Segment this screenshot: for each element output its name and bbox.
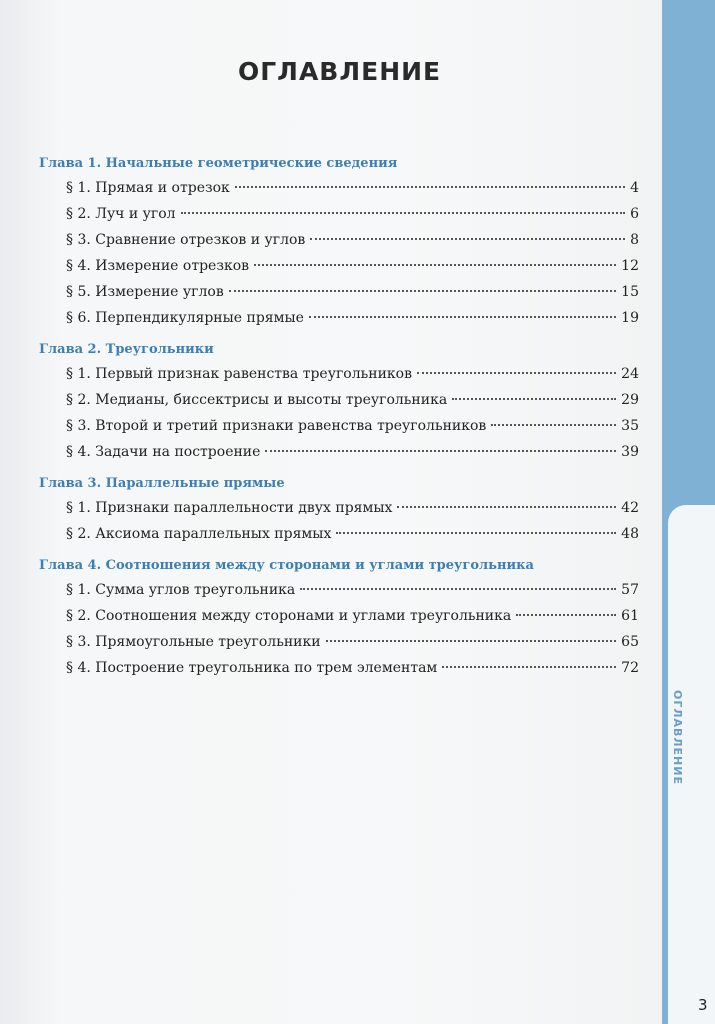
toc-entry: [39, 495, 639, 521]
toc-entry-label: § 3. Сравнение отрезков и углов: [66, 232, 306, 248]
toc-entry-label: § 1. Признаки параллельности двух прямых: [66, 500, 393, 516]
toc-entry: [39, 629, 639, 655]
toc-entry-label: § 1. Первый признак равенства треугольников: [66, 366, 412, 382]
toc-entry-label: § 6. Перпендикулярные прямые: [66, 310, 304, 326]
toc-entry-page: 35: [621, 418, 639, 434]
toc-entry: [39, 387, 639, 413]
toc-entry-page: 42: [621, 500, 639, 516]
toc-entry-page: 61: [621, 608, 639, 624]
toc-entry: [39, 413, 639, 439]
toc-entry-label: § 5. Измерение углов: [66, 284, 224, 300]
dot-leader: [309, 316, 616, 318]
toc-entry-label: § 3. Второй и третий признаки равенства треугольников: [66, 418, 487, 434]
toc-entry-label: § 1. Сумма углов треугольника: [66, 582, 296, 598]
page-number: 3: [698, 996, 708, 1014]
toc-entry: [39, 655, 639, 681]
dot-leader: [491, 424, 616, 426]
toc-entry: [39, 201, 639, 227]
dot-leader: [254, 264, 616, 266]
toc-entry-page: 39: [621, 444, 639, 460]
toc-entry-page: 48: [621, 526, 639, 542]
dot-leader: [336, 532, 616, 534]
toc-entry-label: § 4. Задачи на построение: [66, 444, 261, 460]
toc-entry-page: 65: [621, 634, 639, 650]
toc-entry: [39, 577, 639, 603]
chapter-heading: Глава 1. Начальные геометрические сведения: [39, 156, 398, 171]
toc-entry: [39, 361, 639, 387]
toc-entry-label: § 4. Измерение отрезков: [66, 258, 250, 274]
toc-entry-page: 19: [621, 310, 639, 326]
toc-entry-label: § 3. Прямоугольные треугольники: [66, 634, 321, 650]
toc-entry: [39, 521, 639, 547]
toc-entry: [39, 279, 639, 305]
toc-entry-page: 6: [630, 206, 639, 222]
toc-entry-page: 72: [621, 660, 639, 676]
dot-leader: [229, 290, 616, 292]
dot-leader: [265, 450, 616, 452]
toc-entry-label: § 2. Луч и угол: [66, 206, 176, 222]
toc-entry-page: 12: [621, 258, 639, 274]
toc-entry-label: § 2. Медианы, биссектрисы и высоты треугольника: [66, 392, 448, 408]
toc-entry: [39, 305, 639, 331]
toc-entry: [39, 227, 639, 253]
toc-entry-page: 15: [621, 284, 639, 300]
page-title: ОГЛАВЛЕНИЕ: [238, 57, 442, 86]
dot-leader: [181, 212, 626, 214]
dot-leader: [516, 614, 616, 616]
toc-entry-label: § 1. Прямая и отрезок: [66, 180, 230, 196]
table-of-contents: [39, 153, 639, 681]
dot-leader: [417, 372, 616, 374]
toc-entry-page: 24: [621, 366, 639, 382]
toc-entry: [39, 253, 639, 279]
chapter-heading: Глава 3. Параллельные прямые: [39, 476, 285, 491]
chapter-heading: Глава 2. Треугольники: [39, 342, 214, 357]
toc-entry-label: § 2. Аксиома параллельных прямых: [66, 526, 332, 542]
toc-entry-label: § 2. Соотношения между сторонами и углами треугольника: [66, 608, 512, 624]
toc-entry-page: 4: [630, 180, 639, 196]
dot-leader: [326, 640, 617, 642]
toc-entry: [39, 603, 639, 629]
toc-entry: [39, 439, 639, 465]
toc-entry: [39, 175, 639, 201]
toc-entry-page: 57: [621, 582, 639, 598]
chapter-heading: Глава 4. Соотношения между сторонами и углами треугольника: [39, 558, 534, 573]
dot-leader: [235, 186, 625, 188]
dot-leader: [300, 588, 616, 590]
toc-entry-label: § 4. Построение треугольника по трем элементам: [66, 660, 438, 676]
toc-entry-page: 8: [630, 232, 639, 248]
dot-leader: [452, 398, 616, 400]
dot-leader: [397, 506, 616, 508]
dot-leader: [442, 666, 616, 668]
side-tab-label: ОГЛАВЛЕНИЕ: [671, 690, 684, 785]
toc-entry-page: 29: [621, 392, 639, 408]
dot-leader: [310, 238, 625, 240]
